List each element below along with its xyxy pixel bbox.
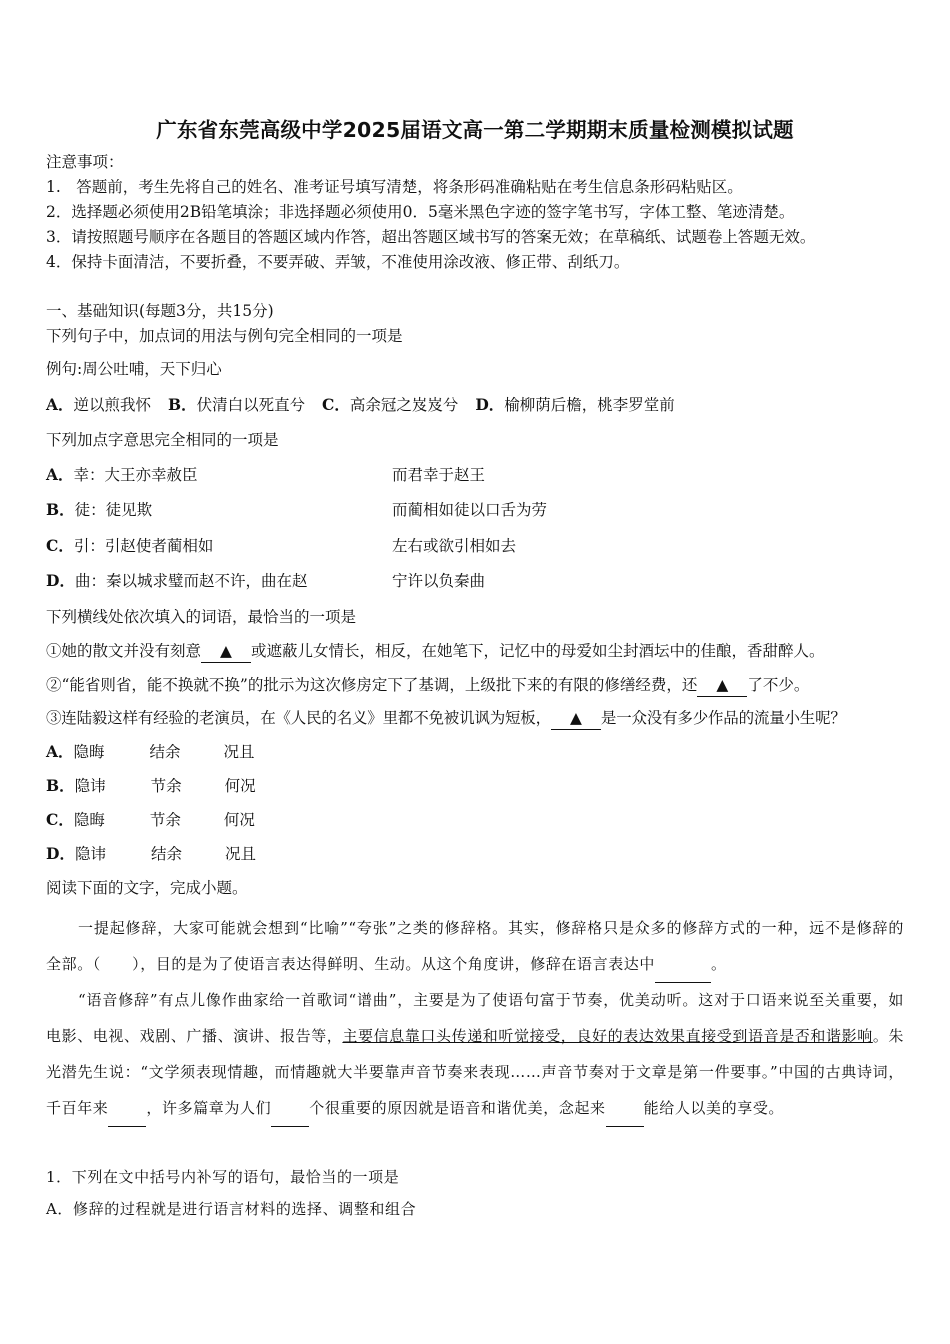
paragraph-text: “语音修辞”有点儿像作曲家给一首歌词“谱曲”，主要是为了使语句富于节奏，优美动听。这对于口语来说至关重要，如电影、电视、戏剧、广播、演讲、报告等， bbox=[46, 991, 904, 1045]
reading-paragraph-2 bbox=[46, 982, 904, 1127]
paragraph-text: 。 bbox=[711, 955, 727, 973]
question-3-option bbox=[46, 741, 255, 763]
option-letter: B． bbox=[46, 776, 75, 795]
option-word: 隐晦 bbox=[73, 743, 105, 761]
option-letter: A． bbox=[46, 395, 74, 414]
question-2-option bbox=[46, 499, 152, 521]
option-letter: C． bbox=[46, 810, 74, 829]
question-2-stem: 下列加点字意思完全相同的一项是 bbox=[46, 431, 279, 449]
option-text: 榆柳荫后檐，桃李罗堂前 bbox=[504, 396, 675, 414]
paragraph-text: 能给人以美的享受。 bbox=[643, 1099, 785, 1117]
option-text: 而君幸于赵王 bbox=[392, 466, 486, 484]
option-letter: D． bbox=[46, 571, 75, 590]
question-3-option bbox=[46, 809, 255, 831]
reading-paragraph-1 bbox=[46, 910, 904, 983]
option-letter: B． bbox=[167, 395, 197, 414]
notice-item: 3．请按照题号顺序在各题目的答题区域内作答，超出答题区域书写的答案无效；在草稿纸、试题卷上答题无效。 bbox=[46, 228, 816, 246]
fill-blank bbox=[606, 1090, 644, 1127]
question-2-option bbox=[46, 535, 213, 557]
question-2-option bbox=[46, 570, 307, 592]
option-word: 况且 bbox=[223, 743, 255, 761]
paragraph-text: 个很重要的原因就是语音和谐优美，念起来 bbox=[309, 1099, 606, 1117]
underlined-text: 主要信息靠口头传递和听觉接受，良好的表达效果直接受到语音是否和谐影响 bbox=[342, 1027, 873, 1045]
option-letter: B． bbox=[46, 500, 75, 519]
option-word: 节余 bbox=[150, 777, 182, 795]
fill-blank bbox=[108, 1090, 146, 1127]
option-text: 高余冠之岌岌兮 bbox=[349, 396, 459, 414]
fill-blank: ▲ bbox=[551, 707, 601, 730]
question-1-options bbox=[46, 394, 675, 416]
reading-intro: 阅读下面的文字，完成小题。 bbox=[46, 879, 248, 897]
option-word: 节余 bbox=[149, 811, 181, 829]
question-3-option bbox=[46, 843, 256, 865]
option-word: 何况 bbox=[224, 777, 256, 795]
option-text: 曲：秦以城求璧而赵不许，曲在赵 bbox=[74, 572, 308, 590]
option-word: 隐讳 bbox=[74, 777, 106, 795]
option-text: 逆以煎我怀 bbox=[73, 396, 152, 414]
question-2-option bbox=[46, 464, 198, 486]
sentence-text: 是一众没有多少作品的流量小生呢？ bbox=[600, 709, 846, 727]
paragraph-text: 。朱光潜先生说：“文学须表现情趣，而情趣就大半要靠声音节奏来表现……声音节奏对于文章是第一件要事。”中国的古典诗词，千百年来 bbox=[46, 1027, 905, 1117]
option-letter: D． bbox=[46, 844, 75, 863]
fill-blank bbox=[271, 1090, 309, 1127]
option-text: 左右或欲引相如去 bbox=[392, 537, 517, 555]
sentence-text: 了不少。 bbox=[747, 676, 810, 694]
option-word: 况且 bbox=[224, 845, 256, 863]
page-title: 广东省东莞高级中学2025届语文高一第二学期期末质量检测模拟试题 bbox=[156, 118, 794, 142]
question-1-example: 例句:周公吐哺，天下归心 bbox=[46, 360, 222, 378]
notice-item: 4．保持卡面清洁，不要折叠，不要弄破、弄皱，不准使用涂改液、修正带、刮纸刀。 bbox=[46, 253, 630, 271]
sentence-text: ③连陆毅这样有经验的老演员，在《人民的名义》里都不免被讥讽为短板， bbox=[46, 709, 551, 727]
option-letter: A． bbox=[46, 742, 74, 761]
option-text: 徒：徒见欺 bbox=[74, 501, 153, 519]
option-word: 何况 bbox=[223, 811, 255, 829]
paragraph-text: ，许多篇章为人们 bbox=[146, 1099, 272, 1117]
option-text: 引：引赵使者蔺相如 bbox=[73, 537, 214, 555]
fill-blank bbox=[655, 946, 711, 983]
option-text: 宁许以负秦曲 bbox=[392, 572, 486, 590]
question-3-sentence-3 bbox=[46, 707, 846, 730]
sentence-text: ①她的散文并没有刻意 bbox=[46, 642, 202, 660]
question-1-stem: 下列句子中，加点词的用法与例句完全相同的一项是 bbox=[46, 327, 403, 345]
question-3-sentence-1 bbox=[46, 640, 825, 663]
notice-item: 1. 答题前，考生先将自己的姓名、准考证号填写清楚，将条形码准确粘贴在考生信息条形码粘贴区。 bbox=[46, 178, 743, 196]
reading-question-1-stem: 1．下列在文中括号内补写的语句，最恰当的一项是 bbox=[46, 1168, 400, 1186]
sentence-text: 或遮蔽儿女情长，相反，在她笔下，记忆中的母爱如尘封酒坛中的佳酿，香甜醉人。 bbox=[251, 642, 825, 660]
option-word: 结余 bbox=[150, 845, 182, 863]
option-word: 隐讳 bbox=[74, 845, 106, 863]
question-3-option bbox=[46, 775, 256, 797]
option-word: 隐晦 bbox=[73, 811, 105, 829]
option-letter: C． bbox=[322, 395, 350, 414]
section-heading: 一、基础知识(每题3分，共15分) bbox=[46, 302, 274, 320]
option-letter: C． bbox=[46, 536, 74, 555]
notice-heading: 注意事项： bbox=[46, 153, 124, 171]
paragraph-text: 一提起修辞，大家可能就会想到“比喻”“夸张”之类的修辞格。其实，修辞格只是众多的修辞方式的一种，远不是修辞的全部。（ ），目的是为了使语言表达得鲜明、生动。从这个角度讲，修辞在语言表达中 bbox=[46, 919, 904, 973]
option-word: 结余 bbox=[149, 743, 181, 761]
notice-item: 2．选择题必须使用2B铅笔填涂；非选择题必须使用0．5毫米黑色字迹的签字笔书写，字体工整、笔迹清楚。 bbox=[46, 203, 795, 221]
option-letter: D． bbox=[475, 395, 505, 414]
sentence-text: ②“能省则省，能不换就不换”的批示为这次修房定下了基调，上级批下来的有限的修缮经费，还 bbox=[46, 676, 698, 694]
question-3-stem: 下列横线处依次填入的词语，最恰当的一项是 bbox=[46, 608, 357, 626]
fill-blank: ▲ bbox=[697, 674, 747, 697]
option-text: 幸：大王亦幸赦臣 bbox=[73, 466, 198, 484]
question-3-sentence-2 bbox=[46, 674, 809, 697]
option-letter: A． bbox=[46, 465, 74, 484]
option-text: 伏清白以死直兮 bbox=[196, 396, 306, 414]
fill-blank: ▲ bbox=[201, 640, 251, 663]
reading-question-1-option-a: A．修辞的过程就是进行语言材料的选择、调整和组合 bbox=[46, 1200, 417, 1218]
option-text: 而蔺相如徒以口舌为劳 bbox=[392, 501, 548, 519]
